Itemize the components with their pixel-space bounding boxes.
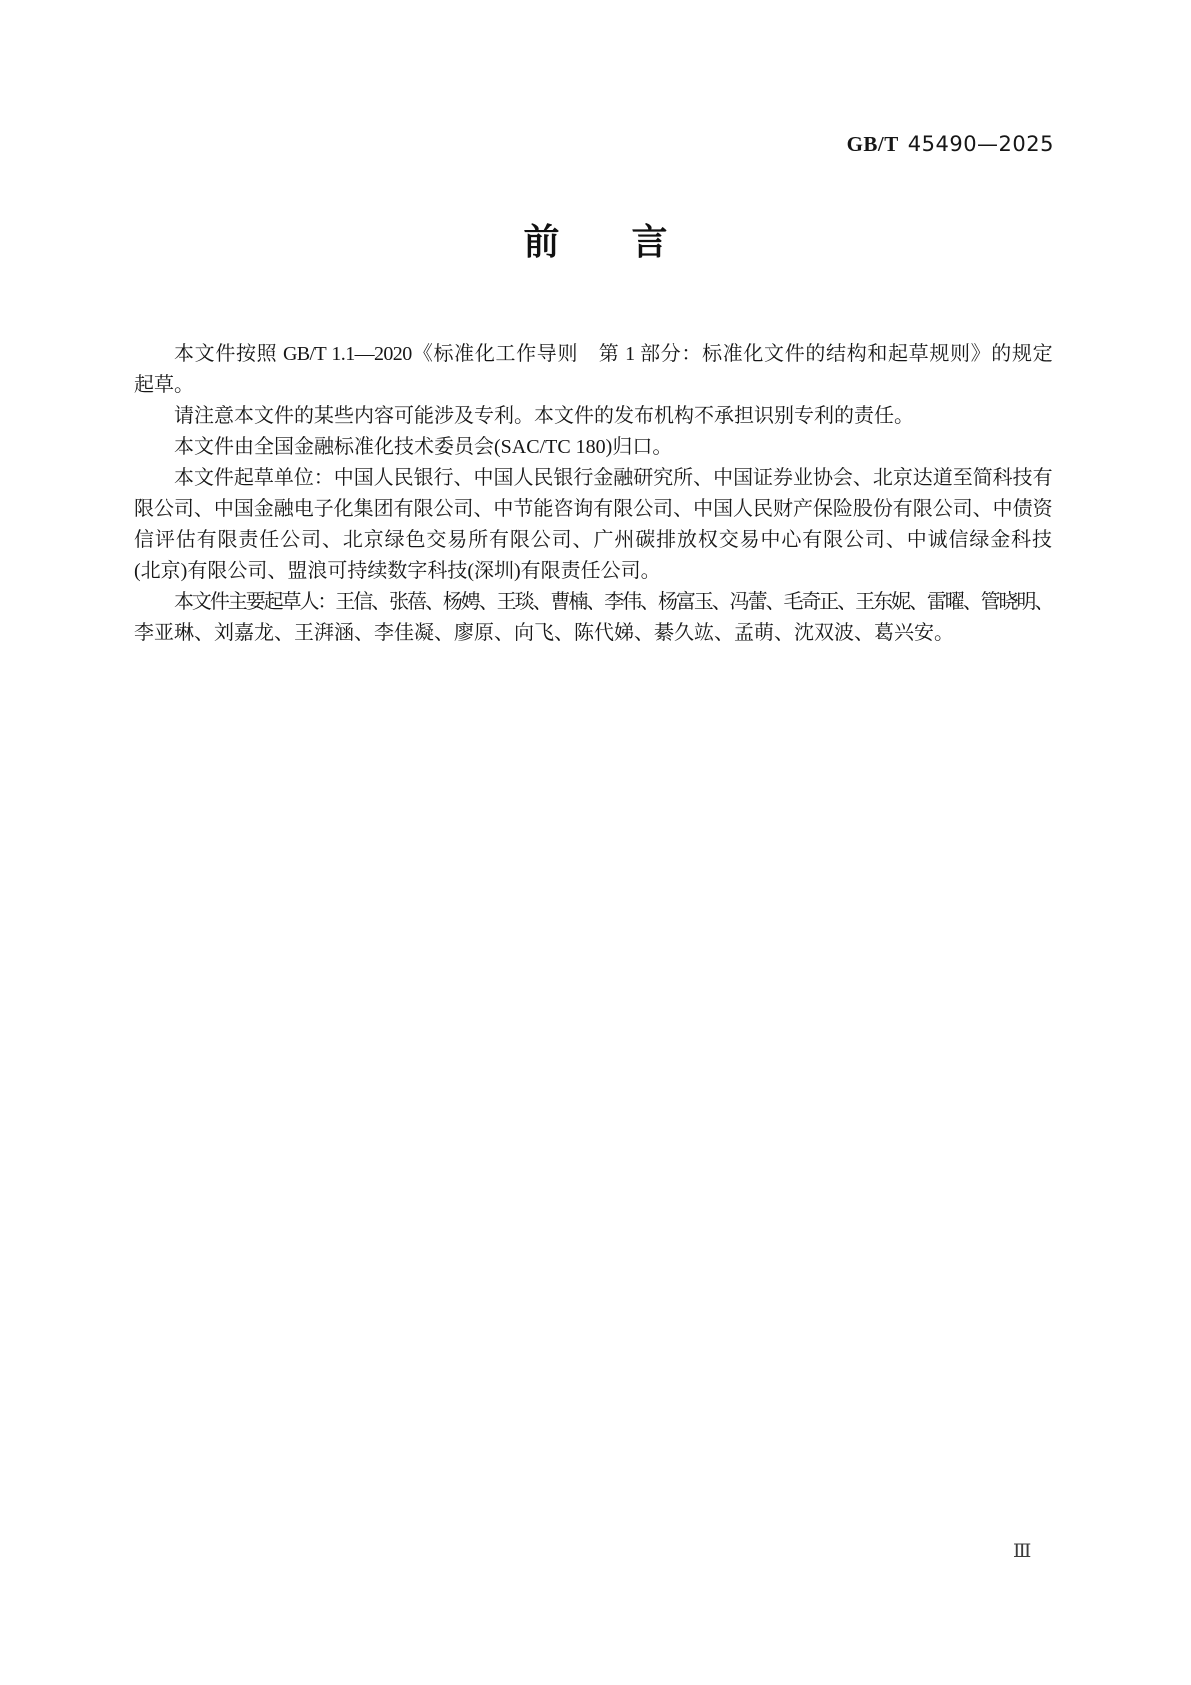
standard-code-number: 45490—2025 — [907, 132, 1054, 156]
foreword-body — [134, 339, 1052, 649]
paragraph-centralized-body — [134, 432, 1052, 463]
text-line: 起草。 — [134, 374, 194, 396]
text-line: 信评估有限责任公司、北京绿色交易所有限公司、广州碳排放权交易中心有限公司、中诚信绿金科技 — [134, 529, 1052, 551]
standard-code-prefix: GB/T — [846, 132, 899, 156]
page-number: Ⅲ — [1013, 1541, 1032, 1562]
text-line: 本文件按照 GB/T 1.1—2020《标准化工作导则 第 1 部分：标准化文件的结构和起草规则》的规定 — [174, 343, 1052, 365]
paragraph-drafting-organizations — [134, 463, 1052, 587]
text-line: 本文件起草单位：中国人民银行、中国人民银行金融研究所、中国证券业协会、北京达道至简科技有 — [174, 467, 1052, 489]
paragraph-drafting-basis — [134, 339, 1052, 401]
text-line: 本文件主要起草人：王信、张蓓、杨娉、王琰、曹楠、李伟、杨富玉、冯蕾、毛奇正、王东妮、雷曜、管晓明、 — [174, 591, 1052, 613]
paragraph-main-drafters — [134, 587, 1052, 649]
text-line: 请注意本文件的某些内容可能涉及专利。本文件的发布机构不承担识别专利的责任。 — [174, 405, 914, 427]
text-line: 李亚琳、刘嘉龙、王湃涵、李佳凝、廖原、向飞、陈代娣、綦久竑、孟萌、沈双波、葛兴安。 — [134, 622, 954, 644]
paragraph-patent-notice — [134, 401, 1052, 432]
text-line: (北京)有限公司、盟浪可持续数字科技(深圳)有限责任公司。 — [134, 560, 661, 582]
foreword-title: 前 言 — [523, 221, 668, 262]
text-line: 限公司、中国金融电子化集团有限公司、中节能咨询有限公司、中国人民财产保险股份有限公司、中债资 — [134, 498, 1052, 520]
text-line: 本文件由全国金融标准化技术委员会(SAC/TC 180)归口。 — [174, 436, 673, 458]
standard-code-header — [847, 131, 1054, 157]
